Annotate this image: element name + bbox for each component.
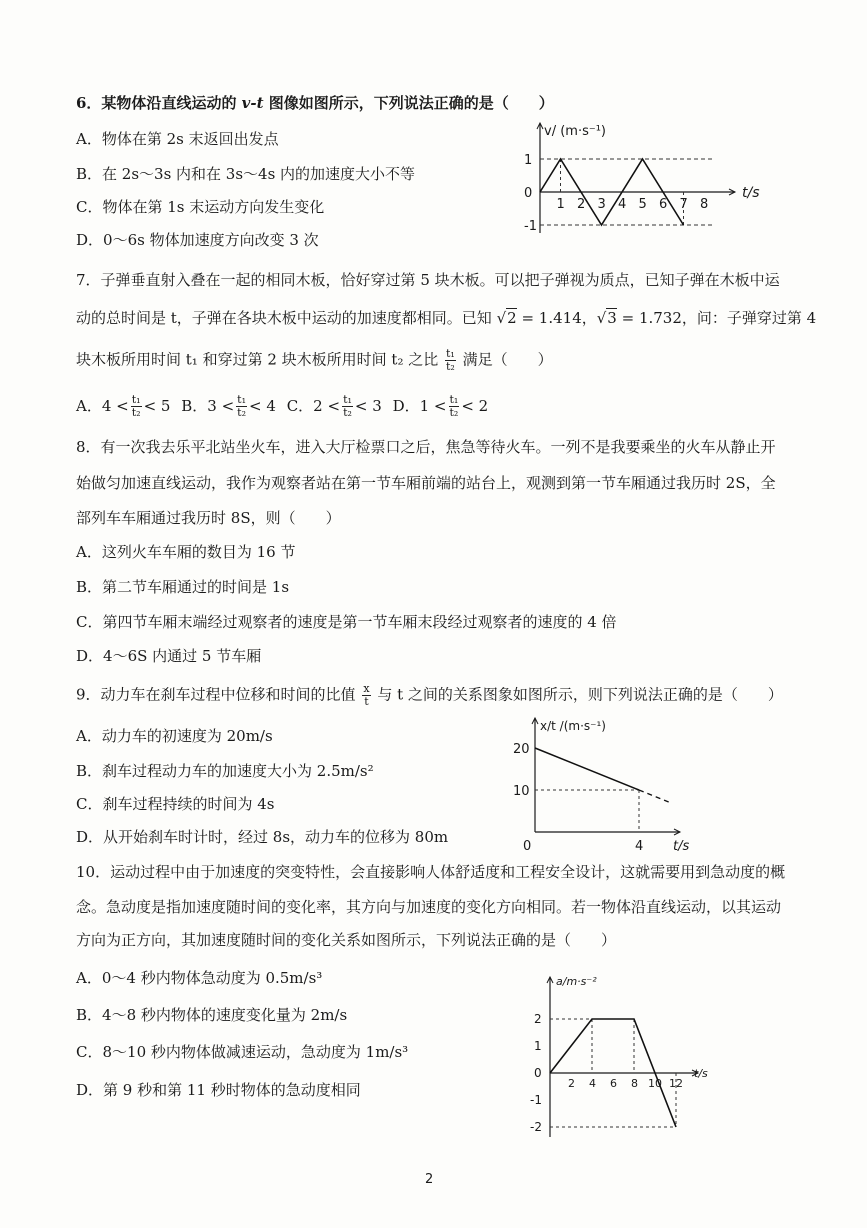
x-tick-label: 8 (631, 1077, 638, 1090)
x-tick-label: 6 (610, 1077, 617, 1090)
page-number: 2 (425, 1172, 434, 1187)
q7-line2: 动的总时间是 t，子弹在各块木板中运动的加速度都相同。已知 √2 = 1.414，√3 = 1.732，问：子弹穿过第 4 (76, 309, 817, 327)
q10-option-c: C．8～10 秒内物体做减速运动，急动度为 1m/s³ (76, 1043, 409, 1061)
q7-line2-b: = 1.414， (516, 309, 597, 327)
q7-line3-a: 块木板所用时间 t₁ 和穿过第 2 块木板所用时间 t₂ 之比 (76, 350, 444, 369)
q7-sqrt2: 2 (507, 309, 517, 327)
q7-frac-num: t₁ (446, 347, 455, 360)
x-tick-label: 8 (700, 197, 709, 212)
x-tick-label: 2 (568, 1077, 575, 1090)
q9-xt-fraction (362, 683, 370, 708)
xt-extension (639, 790, 670, 803)
q8-line3: 部列车车厢通过我历时 8S，则（ ） (76, 509, 341, 527)
y-tick-label: 0 (534, 1066, 542, 1080)
q7-option-d: D．1 < $\frac{\text{t₁}}{\text{t₂}}$ < 2 (392, 393, 489, 419)
q10-line1: 10．运动过程中由于加速度的突变特性，会直接影响人体舒适度和工程安全设计，这就需要用到急动度的概 (76, 863, 786, 881)
q6-stem-a: 6．某物体沿直线运动的 (76, 94, 242, 112)
q10-line3: 方向为正方向，其加速度随时间的变化关系如图所示，下列说法正确的是（ ） (76, 931, 617, 949)
q9-stem-a: 9．动力车在刹车过程中位移和时间的比值 (76, 685, 361, 704)
q10-option-b: B．4～8 秒内物体的速度变化量为 2m/s (76, 1006, 348, 1024)
x-tick-label: 0 (523, 839, 532, 854)
x-tick-label: 10 (648, 1077, 662, 1090)
y-axis-label: x/t /(m·s⁻¹) (540, 719, 606, 733)
x-tick-label: 2 (577, 197, 586, 212)
y-tick-label: 20 (513, 742, 530, 757)
q8-option-c: C．第四节车厢末端经过观察者的速度是第一节车厢末段经过观察者的速度的 4 倍 (76, 613, 617, 631)
q9-stem (76, 683, 783, 708)
q10-line2: 念。急动度是指加速度随时间的变化率，其方向与加速度的变化方向相同。若一物体沿直线运动，以其运动 (76, 898, 782, 916)
y-tick-label: 1 (534, 1039, 542, 1053)
y-tick-label: 10 (513, 784, 530, 799)
q10-at-graph (518, 965, 718, 1143)
y-tick-label: 2 (534, 1012, 542, 1026)
x-tick-label: 3 (597, 197, 606, 212)
x-tick-label: 4 (618, 197, 627, 212)
x-axis-label: t/s (742, 185, 760, 201)
q6-stem-b: 图像如图所示，下列说法正确的是（ ） (263, 94, 554, 112)
xt-line (535, 748, 639, 790)
q7-ratio-fraction (445, 348, 456, 373)
q6-option-d: D．0～6s 物体加速度方向改变 3 次 (76, 231, 319, 249)
y-axis-label: a/m·s⁻² (556, 975, 597, 988)
q9-frac-den: t (364, 695, 369, 708)
q7-option-b: B．3 < $\frac{\text{t₁}}{\text{t₂}}$ < 4 (181, 393, 276, 419)
x-tick-label: 4 (589, 1077, 596, 1090)
q9-xt-graph (505, 710, 715, 860)
q8-line1: 8．有一次我去乐平北站坐火车，进入大厅检票口之后，焦急等待火车。一列不是我要乘坐的火车从静止开 (76, 438, 776, 456)
q9-option-b: B．刹车过程动力车的加速度大小为 2.5m/s² (76, 762, 374, 780)
q10-option-a: A．0～4 秒内物体急动度为 0.5m/s³ (76, 969, 323, 987)
y-tick-label: -2 (530, 1120, 542, 1134)
x-tick-label: 5 (638, 197, 647, 212)
x-tick-label: 12 (669, 1077, 683, 1090)
y-tick-label: 1 (524, 153, 533, 168)
q7-line3 (76, 348, 553, 373)
q6-option-c: C．物体在第 1s 末运动方向发生变化 (76, 198, 325, 216)
q6-option-a: A．物体在第 2s 末返回出发点 (76, 130, 279, 148)
q7-option-c: C．2 < $\frac{\text{t₁}}{\text{t₂}}$ < 3 (286, 393, 382, 419)
q7-options (76, 394, 488, 419)
x-tick-label: 1 (556, 197, 565, 212)
q9-frac-num: x (363, 682, 370, 695)
q10-option-d: D．第 9 秒和第 11 秒时物体的急动度相同 (76, 1081, 361, 1099)
y-tick-label: 0 (524, 186, 533, 201)
y-tick-label: -1 (530, 1093, 542, 1107)
x-axis-label: t/s (673, 839, 690, 854)
q6-stem-var: v-t (241, 94, 264, 112)
q6-option-b: B．在 2s～3s 内和在 3s～4s 内的加速度大小不等 (76, 165, 416, 183)
y-tick-label: -1 (524, 219, 537, 234)
x-axis-label: t/s (694, 1067, 708, 1080)
q9-stem-b: 与 t 之间的关系图象如图所示，则下列说法正确的是（ ） (372, 685, 783, 704)
x-tick-label: 7 (679, 197, 688, 212)
x-tick-label: 6 (659, 197, 668, 212)
q8-option-a: A．这列火车车厢的数目为 16 节 (76, 543, 296, 561)
q9-option-a: A．动力车的初速度为 20m/s (76, 727, 273, 745)
q7-line1: 7．子弹垂直射入叠在一起的相同木板，恰好穿过第 5 块木板。可以把子弹视为质点，已知子弹在木板中运 (76, 271, 780, 289)
q7-option-a: A．4 < $\frac{\text{t₁}}{\text{t₂}}$ < 5 (76, 393, 171, 419)
q8-option-d: D．4～6S 内通过 5 节车厢 (76, 647, 262, 665)
q7-line2-a: 动的总时间是 t，子弹在各块木板中运动的加速度都相同。已知 (76, 309, 497, 327)
q7-line2-c: = 1.732，问：子弹穿过第 4 (616, 309, 817, 327)
y-axis-label: v/ (m·s⁻¹) (544, 124, 606, 139)
q7-sqrt3: 3 (607, 309, 617, 327)
q8-option-b: B．第二节车厢通过的时间是 1s (76, 578, 290, 596)
q6-vt-graph (520, 115, 770, 245)
q9-option-c: C．刹车过程持续的时间为 4s (76, 795, 275, 813)
x-tick-label: 4 (635, 839, 644, 854)
q9-option-d: D．从开始刹车时计时，经过 8s，动力车的位移为 80m (76, 828, 449, 846)
q7-line3-b: 满足（ ） (457, 350, 553, 369)
q6-stem (76, 93, 554, 113)
q7-frac-den: t₂ (446, 360, 455, 373)
q8-line2: 始做匀加速直线运动，我作为观察者站在第一节车厢前端的站台上，观测到第一节车厢通过我历时 2S，全 (76, 474, 776, 492)
